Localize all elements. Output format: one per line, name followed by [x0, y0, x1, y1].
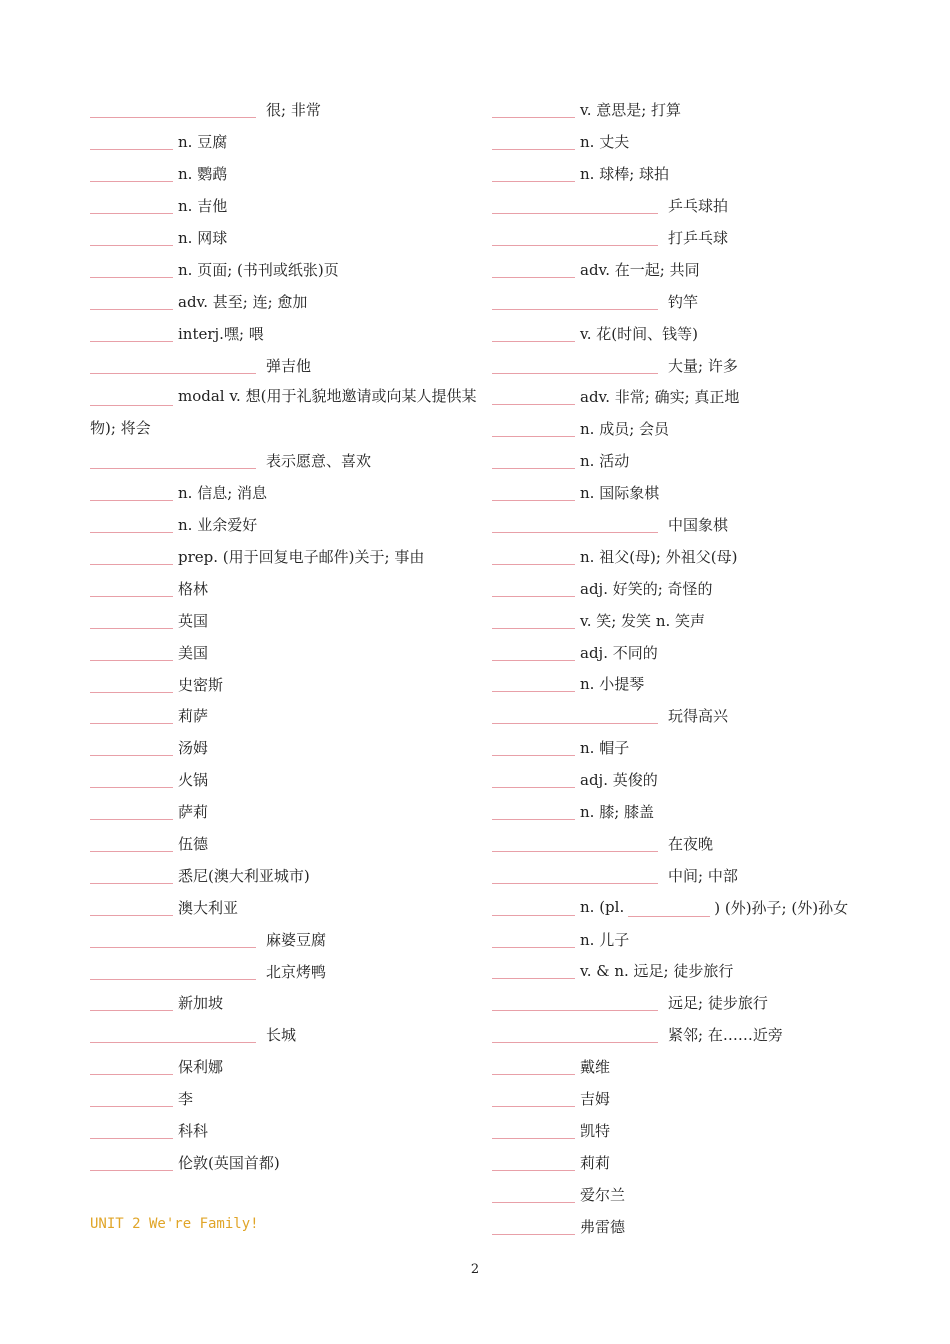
answer-blank[interactable]: [492, 163, 575, 182]
vocab-row: [492, 891, 932, 923]
vocab-definition: n. 页面; (书刊或纸张)页: [178, 260, 339, 279]
vocab-row: [492, 572, 932, 604]
vocab-row: [90, 923, 480, 955]
answer-blank[interactable]: [492, 801, 575, 820]
vocab-definition: interj.嘿; 喂: [178, 324, 264, 343]
answer-blank[interactable]: [90, 1056, 173, 1075]
answer-blank[interactable]: [492, 227, 658, 246]
vocab-definition: n. 膝; 膝盖: [580, 803, 655, 822]
answer-blank[interactable]: [90, 1024, 256, 1043]
vocab-row: [90, 222, 480, 254]
answer-blank[interactable]: [90, 259, 173, 278]
vocab-row: [90, 891, 480, 923]
vocab-definition: n. 信息; 消息: [178, 484, 268, 503]
vocab-definition: n. 国际象棋: [580, 484, 660, 503]
answer-blank[interactable]: [90, 387, 173, 406]
answer-blank[interactable]: [492, 450, 575, 469]
answer-blank[interactable]: [90, 1120, 173, 1139]
answer-blank[interactable]: [492, 291, 658, 310]
vocab-row: [90, 158, 480, 190]
answer-blank[interactable]: [492, 1056, 575, 1075]
vocab-row: [90, 828, 480, 860]
answer-blank[interactable]: [90, 227, 173, 246]
answer-blank[interactable]: [492, 705, 658, 724]
vocab-definition: v. 意思是; 打算: [580, 101, 682, 120]
vocab-definition-continued: ) (外)孙子; (外)孙女: [714, 898, 849, 917]
vocab-definition: 科科: [178, 1121, 209, 1140]
vocab-row: [90, 572, 480, 604]
vocab-row: [90, 604, 480, 636]
vocab-definition: n. 丈夫: [580, 133, 630, 152]
vocab-row: [492, 955, 932, 987]
vocab-definition: 莉萨: [178, 707, 209, 726]
vocab-definition: 紧邻; 在……近旁: [668, 1026, 783, 1045]
answer-blank[interactable]: [90, 674, 173, 693]
answer-blank[interactable]: [492, 992, 658, 1011]
answer-blank[interactable]: [492, 482, 575, 501]
vocab-definition: n. 网球: [178, 229, 228, 247]
answer-blank[interactable]: [90, 578, 173, 597]
vocab-definition: adj. 好笑的; 奇怪的: [580, 579, 713, 598]
vocab-definition: 爱尔兰: [580, 1185, 626, 1204]
vocab-row: [90, 445, 480, 477]
vocab-row: [492, 796, 932, 828]
answer-blank[interactable]: [90, 291, 173, 310]
answer-blank[interactable]: [90, 865, 173, 884]
vocab-definition: adv. 在一起; 共同: [580, 260, 700, 279]
answer-blank[interactable]: [492, 514, 658, 533]
answer-blank[interactable]: [492, 673, 575, 692]
answer-blank[interactable]: [492, 323, 575, 342]
vocab-row: [492, 1146, 932, 1178]
vocab-row: [492, 1178, 932, 1210]
vocab-definition: 表示愿意、喜欢: [266, 452, 372, 471]
answer-blank[interactable]: [90, 642, 173, 661]
answer-blank[interactable]: [90, 482, 173, 501]
answer-blank[interactable]: [492, 131, 575, 150]
answer-blank[interactable]: [492, 1024, 658, 1043]
vocab-definition: 莉莉: [580, 1153, 611, 1172]
vocab-row: [492, 1019, 932, 1051]
vocab-row: [492, 509, 932, 541]
vocab-definition: 很; 非常: [266, 101, 321, 120]
answer-blank[interactable]: [90, 546, 173, 565]
answer-blank[interactable]: [90, 163, 173, 182]
vocab-definition: v. 笑; 发笑 n. 笑声: [580, 611, 706, 630]
answer-blank[interactable]: [492, 418, 575, 437]
answer-blank[interactable]: [492, 355, 658, 374]
vocab-definition: n. 祖父(母); 外祖父(母): [580, 547, 738, 566]
answer-blank[interactable]: [90, 801, 173, 820]
vocab-row: [90, 1146, 480, 1178]
vocab-row: [90, 509, 480, 541]
answer-blank[interactable]: [492, 1088, 575, 1107]
vocab-row: [90, 126, 480, 158]
answer-blank[interactable]: [492, 960, 575, 979]
vocab-definition: adj. 不同的: [580, 643, 658, 662]
vocab-row: [90, 541, 480, 573]
vocab-row: [90, 1083, 480, 1115]
vocab-definition: 中国象棋: [668, 516, 729, 535]
vocab-row: [492, 477, 932, 509]
answer-blank[interactable]: [492, 897, 575, 916]
unit-heading: UNIT 2 We're Family!: [90, 1216, 259, 1232]
vocab-row: [492, 445, 932, 477]
vocab-definition: n. 活动: [580, 452, 630, 471]
vocab-definition: modal v. 想(用于礼貌地邀请或向某人提供某物); 将会: [90, 387, 477, 437]
vocab-definition: 大量; 许多: [668, 356, 738, 375]
answer-blank[interactable]: [492, 99, 575, 118]
answer-blank[interactable]: [90, 705, 173, 724]
answer-blank[interactable]: [90, 737, 173, 756]
vocab-row: [492, 732, 932, 764]
vocab-row: [492, 1210, 932, 1242]
vocab-definition: n. 鹦鹉: [178, 165, 228, 184]
answer-blank[interactable]: [90, 195, 173, 214]
answer-blank[interactable]: [90, 131, 173, 150]
vocab-row: [492, 700, 932, 732]
vocab-definition: n. 球棒; 球拍: [580, 165, 670, 184]
vocab-row: [492, 158, 932, 190]
vocab-definition: n. 吉他: [178, 197, 228, 216]
vocab-row: [492, 381, 932, 413]
answer-blank[interactable]: [492, 737, 575, 756]
vocab-row: [492, 668, 932, 700]
vocab-row: [492, 1115, 932, 1147]
answer-blank[interactable]: [492, 386, 575, 405]
answer-blank[interactable]: [492, 1184, 575, 1203]
vocab-definition: 戴维: [580, 1058, 611, 1077]
vocab-row: [90, 764, 480, 796]
answer-blank[interactable]: [90, 992, 173, 1011]
vocab-definition: 悉尼(澳大利亚城市): [178, 866, 310, 885]
vocab-row: [492, 317, 932, 349]
answer-blank[interactable]: [492, 195, 658, 214]
vocab-definition: 美国: [178, 643, 209, 662]
vocab-definition: 新加坡: [178, 994, 224, 1013]
vocab-row: [90, 1019, 480, 1051]
vocab-definition: 在夜晚: [668, 834, 714, 853]
vocab-row: [492, 859, 932, 891]
vocab-definition: 麻婆豆腐: [266, 930, 327, 949]
answer-blank[interactable]: [90, 769, 173, 788]
plural-answer-blank[interactable]: [628, 898, 710, 917]
vocab-row: [492, 222, 932, 254]
answer-blank[interactable]: [492, 610, 575, 629]
vocab-row: [90, 285, 480, 317]
vocab-row: [492, 190, 932, 222]
vocab-definition: v. 花(时间、钱等): [580, 324, 698, 343]
vocab-definition: n. (pl.: [580, 898, 625, 917]
vocab-row: [90, 94, 480, 126]
vocab-row: [492, 94, 932, 126]
vocab-definition: 钓竿: [668, 292, 699, 311]
vocab-definition: 弹吉他: [266, 356, 312, 375]
vocab-definition: prep. (用于回复电子邮件)关于; 事由: [178, 547, 425, 566]
vocab-row: [90, 1115, 480, 1147]
page-number: 2: [470, 1262, 480, 1277]
vocab-definition: n. 小提琴: [580, 675, 645, 694]
vocab-definition: 远足; 徒步旅行: [668, 994, 768, 1013]
vocab-definition: 保利娜: [178, 1058, 224, 1077]
vocab-definition: 格林: [178, 579, 209, 598]
vocab-row: [90, 381, 480, 445]
answer-blank[interactable]: [492, 259, 575, 278]
vocab-row: [492, 126, 932, 158]
answer-blank[interactable]: [90, 1152, 173, 1171]
vocab-row: [492, 636, 932, 668]
vocab-row: [90, 1051, 480, 1083]
vocab-row: [492, 1083, 932, 1115]
answer-blank[interactable]: [492, 833, 658, 852]
vocab-row: [90, 732, 480, 764]
answer-blank[interactable]: [492, 929, 575, 948]
answer-blank[interactable]: [90, 99, 256, 118]
vocab-row: [90, 253, 480, 285]
left-vocabulary-column: [90, 94, 480, 1178]
vocab-row: [90, 477, 480, 509]
vocab-row: [90, 987, 480, 1019]
vocab-definition: 弗雷德: [580, 1217, 626, 1236]
answer-blank[interactable]: [492, 642, 575, 661]
answer-blank[interactable]: [90, 514, 173, 533]
vocab-definition: 凯特: [580, 1121, 611, 1140]
vocab-row: [90, 349, 480, 381]
vocab-definition: n. 儿子: [580, 930, 630, 949]
vocab-definition: 吉姆: [580, 1090, 611, 1109]
vocab-definition: 李: [178, 1090, 194, 1109]
answer-blank[interactable]: [90, 610, 173, 629]
vocab-definition: 英国: [178, 611, 209, 630]
vocab-definition: 乒乓球拍: [668, 197, 729, 216]
vocab-definition: 史密斯: [178, 675, 224, 694]
answer-blank[interactable]: [90, 961, 256, 980]
vocab-definition: adj. 英俊的: [580, 771, 658, 790]
vocab-row: [492, 604, 932, 636]
vocab-row: [492, 827, 932, 859]
vocab-row: [492, 413, 932, 445]
vocab-definition: 玩得高兴: [668, 707, 729, 726]
answer-blank[interactable]: [492, 1120, 575, 1139]
vocab-definition: n. 帽子: [580, 739, 630, 758]
answer-blank[interactable]: [90, 897, 173, 916]
vocab-row: [492, 253, 932, 285]
vocab-definition: 中间; 中部: [668, 866, 738, 885]
vocab-row: [492, 349, 932, 381]
right-vocabulary-column: [492, 94, 932, 1242]
vocab-definition: 澳大利亚: [178, 898, 239, 917]
vocab-row: [90, 700, 480, 732]
answer-blank[interactable]: [90, 1088, 173, 1107]
vocab-definition: 火锅: [178, 771, 209, 790]
vocab-definition: 萨莉: [178, 803, 209, 822]
answer-blank[interactable]: [90, 323, 173, 342]
answer-blank[interactable]: [90, 450, 256, 469]
vocab-row: [90, 668, 480, 700]
vocab-definition: n. 豆腐: [178, 133, 228, 152]
answer-blank[interactable]: [492, 1152, 575, 1171]
vocab-row: [90, 859, 480, 891]
vocab-row: [90, 317, 480, 349]
answer-blank[interactable]: [492, 578, 575, 597]
vocab-definition: n. 成员; 会员: [580, 420, 670, 439]
answer-blank[interactable]: [90, 929, 256, 948]
vocab-definition: 北京烤鸭: [266, 962, 327, 981]
vocab-definition: 打乒乓球: [668, 229, 729, 247]
vocab-definition: v. & n. 远足; 徒步旅行: [580, 962, 734, 981]
answer-blank[interactable]: [90, 355, 256, 374]
vocab-row: [492, 987, 932, 1019]
vocab-row: [492, 923, 932, 955]
answer-blank[interactable]: [492, 769, 575, 788]
answer-blank[interactable]: [90, 833, 173, 852]
answer-blank[interactable]: [492, 865, 658, 884]
vocab-row: [492, 764, 932, 796]
vocab-definition: n. 业余爱好: [178, 516, 258, 535]
vocab-definition: 伦敦(英国首都): [178, 1153, 280, 1172]
vocab-definition: 长城: [266, 1026, 297, 1045]
vocab-row: [492, 285, 932, 317]
vocab-row: [90, 636, 480, 668]
vocab-definition: adv. 非常; 确实; 真正地: [580, 388, 740, 407]
vocab-definition: 伍德: [178, 834, 209, 853]
vocab-definition: 汤姆: [178, 739, 209, 758]
answer-blank[interactable]: [492, 1216, 575, 1235]
vocab-row: [90, 955, 480, 987]
answer-blank[interactable]: [492, 546, 575, 565]
vocab-row: [492, 1051, 932, 1083]
vocab-row: [492, 540, 932, 572]
vocab-row: [90, 796, 480, 828]
vocab-row: [90, 190, 480, 222]
vocab-definition: adv. 甚至; 连; 愈加: [178, 292, 308, 311]
